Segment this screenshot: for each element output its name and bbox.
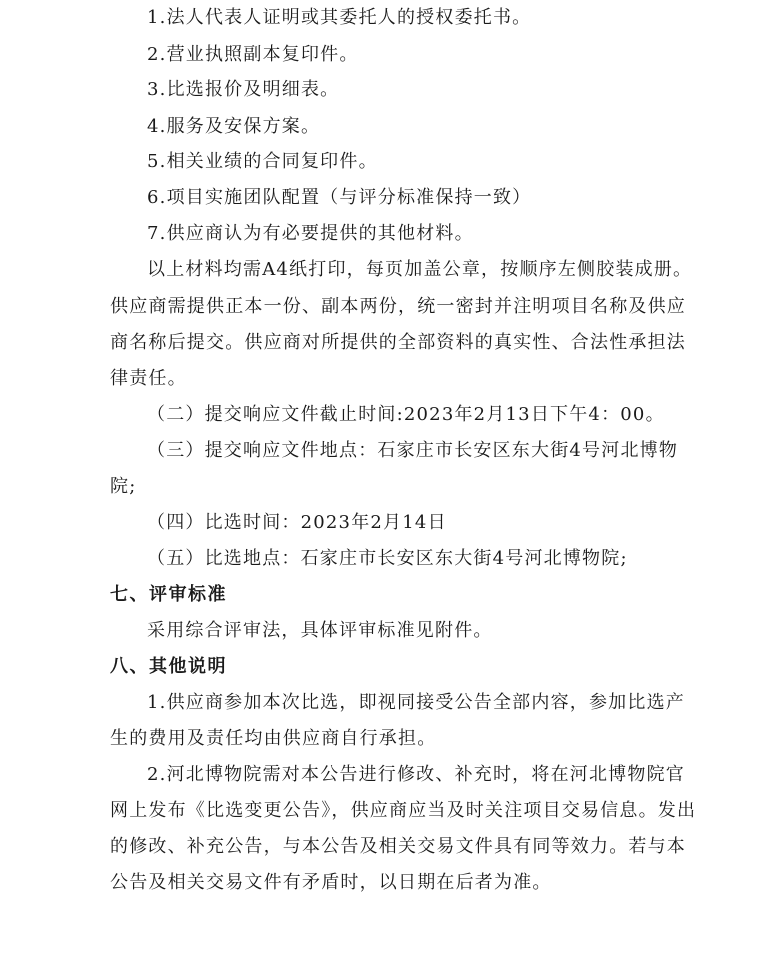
section-8-item-2-line-2: 网上发布《比选变更公告》，供应商应当及时关注项目交易信息。发出 [110, 800, 697, 821]
material-item-2: 2.营业执照副本复印件。 [147, 44, 359, 65]
material-item-1: 1.法人代表人证明或其委托人的授权委托书。 [147, 7, 532, 28]
section-8-item-2-line-4: 公告及相关交易文件有矛盾时，以日期在后者为准。 [110, 872, 552, 893]
section-8-item-1-line-2: 生的费用及责任均由供应商自行承担。 [110, 728, 437, 749]
section-8-heading: 八、其他说明 [110, 656, 227, 677]
selection-place: （五）比选地点：石家庄市长安区东大街4号河北博物院; [147, 548, 628, 569]
material-item-5: 5.相关业绩的合同复印件。 [147, 151, 378, 172]
materials-note-line-3: 商名称后提交。供应商对所提供的全部资料的真实性、合法性承担法 [110, 332, 686, 353]
submission-location-line-2: 院; [110, 476, 137, 497]
materials-note-line-2: 供应商需提供正本一份、副本两份，统一密封并注明项目名称及供应 [110, 296, 686, 317]
section-7-body: 采用综合评审法，具体评审标准见附件。 [147, 620, 493, 641]
section-8-item-2-line-3: 的修改、补充公告，与本公告及相关交易文件具有同等效力。若与本 [110, 836, 686, 857]
selection-time: （四）比选时间：2023年2月14日 [147, 512, 447, 533]
material-item-7: 7.供应商认为有必要提供的其他材料。 [147, 223, 474, 244]
section-7-heading: 七、评审标准 [110, 584, 227, 605]
section-8-item-2-line-1: 2.河北博物院需对本公告进行修改、补充时，将在河北博物院官 [147, 764, 685, 785]
submission-location-line-1: （三）提交响应文件地点：石家庄市长安区东大街4号河北博物 [147, 440, 679, 461]
section-8-item-1-line-1: 1.供应商参加本次比选，即视同接受公告全部内容，参加比选产 [147, 692, 685, 713]
material-item-4: 4.服务及安保方案。 [147, 116, 321, 137]
materials-note-line-4: 律责任。 [110, 368, 187, 389]
material-item-6: 6.项目实施团队配置（与评分标准保持一致） [147, 187, 532, 208]
material-item-3: 3.比选报价及明细表。 [147, 79, 340, 100]
materials-note-line-1: 以上材料均需A4纸打印，每页加盖公章，按顺序左侧胶装成册。 [147, 259, 693, 280]
submission-deadline: （二）提交响应文件截止时间:2023年2月13日下午4：00。 [147, 404, 665, 425]
